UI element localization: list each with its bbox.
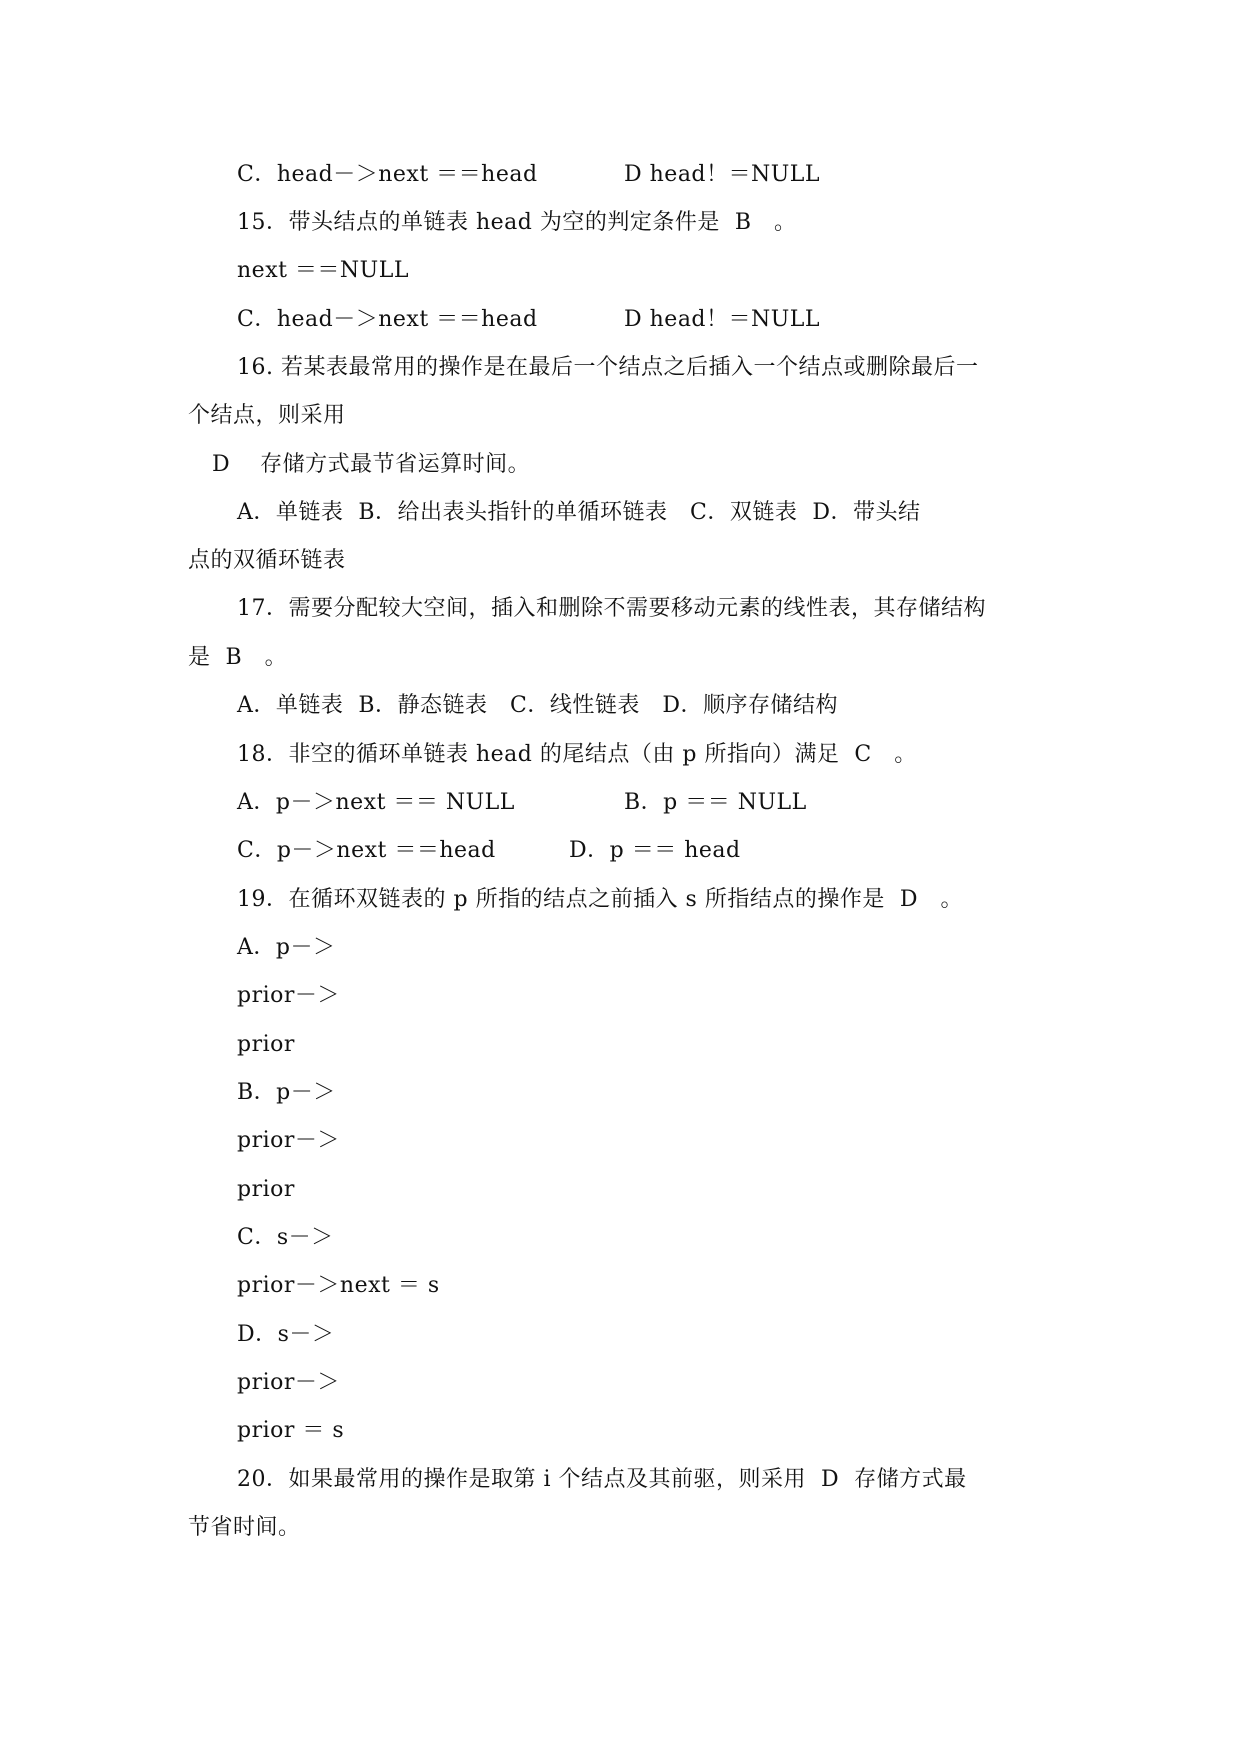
question-16-options-cont: 点的双循环链表 [188,548,346,573]
question-19: 19．在循环双链表的 p 所指的结点之前插入 s 所指结点的操作是 D 。 [237,887,963,912]
option-line: next ＝＝NULL [237,258,409,283]
option-b-line: B．p－＞ [237,1080,336,1105]
option-d-line: D head！＝NULL [624,162,821,187]
question-17-answer: 是 B 。 [188,645,288,670]
option-a-line: A．p－＞next ＝＝ NULL [237,790,515,815]
option-c-line: prior－＞next ＝ s [237,1273,440,1298]
option-d-line: prior－＞ [237,1370,340,1395]
option-a-line: A．p－＞ [237,935,336,960]
option-b-line: prior－＞ [237,1128,340,1153]
question-16: 16. 若某表最常用的操作是在最后一个结点之后插入一个结点或删除最后一 [237,355,979,380]
option-c-line: C．head－＞next ＝＝head [237,162,538,187]
option-d-line: D．s－＞ [237,1322,335,1347]
question-16-options: A．单链表 B．给出表头指针的单循环链表 C．双链表 D．带头结 [237,500,921,525]
option-b-line: B．p ＝＝ NULL [624,790,807,815]
option-c-line: C．head－＞next ＝＝head [237,307,538,332]
question-17: 17．需要分配较大空间，插入和删除不需要移动元素的线性表，其存储结构 [237,596,986,621]
question-20-cont: 节省时间。 [188,1515,301,1540]
option-b-line: prior [237,1177,295,1202]
question-15: 15．带头结点的单链表 head 为空的判定条件是 B 。 [237,210,797,235]
option-a-line: prior－＞ [237,983,340,1008]
question-17-options: A．单链表 B．静态链表 C．线性链表 D．顺序存储结构 [237,693,838,718]
question-16-answer: D 存储方式最节省运算时间。 [212,452,531,477]
option-c-line: C．p－＞next ＝＝head [237,838,496,863]
option-d-line: prior ＝ s [237,1418,345,1443]
question-18: 18．非空的循环单链表 head 的尾结点（由 p 所指向）满足 C 。 [237,742,917,767]
option-d-line: D head！＝NULL [624,307,821,332]
option-c-line: C．s－＞ [237,1225,334,1250]
option-a-line: prior [237,1032,295,1057]
question-16-cont: 个结点，则采用 [188,403,346,428]
option-d-line: D．p ＝＝ head [569,838,741,863]
question-20: 20．如果最常用的操作是取第 i 个结点及其前驱，则采用 D 存储方式最 [237,1467,967,1492]
